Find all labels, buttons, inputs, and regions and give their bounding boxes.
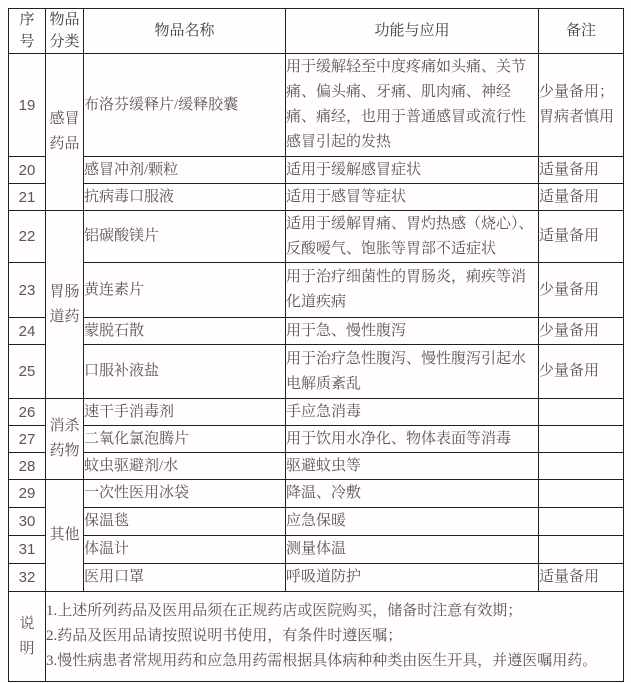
notes-label: 说明 [19, 615, 35, 657]
item-name-cell: 黄连素片 [84, 263, 286, 318]
function-cell: 用于治疗细菌性的胃肠炎，痢疾等消化道疾病 [286, 263, 539, 318]
item-name-cell: 保温毯 [84, 508, 286, 536]
remark-cell: 适量备用 [539, 564, 624, 592]
header-name: 物品名称 [84, 9, 286, 54]
function-cell: 降温、冷敷 [286, 480, 539, 508]
category-label: 感冒药品 [49, 111, 80, 152]
note-item: 2.药品及医用品请按照说明书使用，有条件时遵医嘱； [46, 628, 403, 644]
item-name-cell: 一次性医用冰袋 [84, 480, 286, 508]
table-row [9, 345, 624, 399]
item-name-cell: 蚊虫驱避剂/水 [84, 453, 286, 480]
row-number-cell: 20 [9, 157, 46, 184]
category-label: 其他 [49, 527, 80, 543]
notes-row [9, 592, 624, 682]
row-number-cell: 26 [9, 399, 46, 426]
remark-cell: 少量备用 [539, 345, 624, 399]
item-name-cell: 蒙脱石散 [84, 318, 286, 345]
remark-cell: 适量备用 [539, 184, 624, 211]
row-number-cell: 28 [9, 453, 46, 480]
note-item: 1.上述所列药品及医用品须在正规药店或医院购买，储备时注意有效期； [46, 603, 523, 619]
category-cell-other [46, 480, 84, 592]
header-no [9, 9, 46, 54]
row-number-cell: 25 [9, 345, 46, 399]
remark-cell: 少量备用；胃病者慎用 [539, 54, 624, 157]
row-number-cell: 24 [9, 318, 46, 345]
row-number-cell: 19 [9, 54, 46, 157]
item-name-cell: 口服补液盐 [84, 345, 286, 399]
remark-cell [539, 399, 624, 426]
function-cell: 用于饮用水净化、物体表面等消毒 [286, 426, 539, 453]
remark-cell [539, 508, 624, 536]
header-no-label: 序号 [19, 12, 35, 50]
table-row [9, 157, 624, 184]
item-name-cell: 速干手消毒剂 [84, 399, 286, 426]
function-cell: 用于缓解轻至中度疼痛如头痛、关节痛、偏头痛、牙痛、肌肉痛、神经痛、痛经，也用于普通感冒或流行性感冒引起的发热 [286, 54, 539, 157]
remark-cell: 少量备用 [539, 318, 624, 345]
function-cell: 应急保暖 [286, 508, 539, 536]
row-number-cell: 21 [9, 184, 46, 211]
table-row [9, 54, 624, 157]
function-cell: 适用于缓解感冒症状 [286, 157, 539, 184]
table-row [9, 426, 624, 453]
table-row [9, 263, 624, 318]
remark-cell [539, 426, 624, 453]
function-cell: 用于治疗急性腹泻、慢性腹泻引起水电解质紊乱 [286, 345, 539, 399]
row-number-cell: 31 [9, 536, 46, 564]
category-label: 胃肠道药 [49, 283, 80, 325]
table-row [9, 480, 624, 508]
table-row [9, 318, 624, 345]
item-name-cell: 感冒冲剂/颗粒 [84, 157, 286, 184]
category-cell-cold [46, 54, 84, 211]
item-name-cell: 二氧化氯泡腾片 [84, 426, 286, 453]
supply-list-table-container [8, 8, 624, 682]
supply-list-table [8, 8, 624, 682]
table-row [9, 536, 624, 564]
category-label: 消杀药物 [49, 418, 80, 459]
table-row [9, 211, 624, 263]
header-remark: 备注 [539, 9, 624, 54]
remark-cell [539, 536, 624, 564]
notes-body-cell [46, 592, 624, 682]
remark-cell [539, 453, 624, 480]
item-name-cell: 体温计 [84, 536, 286, 564]
table-row [9, 184, 624, 211]
table-row [9, 399, 624, 426]
item-name-cell: 布洛芬缓释片/缓释胶囊 [84, 54, 286, 157]
function-cell: 用于急、慢性腹泻 [286, 318, 539, 345]
function-cell: 手应急消毒 [286, 399, 539, 426]
function-cell: 呼吸道防护 [286, 564, 539, 592]
row-number-cell: 32 [9, 564, 46, 592]
header-category-label: 物品分类 [49, 12, 80, 50]
table-row [9, 508, 624, 536]
row-number-cell: 29 [9, 480, 46, 508]
remark-cell [539, 480, 624, 508]
table-row [9, 564, 624, 592]
row-number-cell: 23 [9, 263, 46, 318]
remark-cell: 适量备用 [539, 211, 624, 263]
category-cell-disinfect [46, 399, 84, 480]
function-cell: 适用于感冒等症状 [286, 184, 539, 211]
row-number-cell: 30 [9, 508, 46, 536]
header-category [46, 9, 84, 54]
item-name-cell: 医用口罩 [84, 564, 286, 592]
category-cell-gastro [46, 211, 84, 399]
header-function: 功能与应用 [286, 9, 539, 54]
row-number-cell: 27 [9, 426, 46, 453]
table-row [9, 453, 624, 480]
item-name-cell: 抗病毒口服液 [84, 184, 286, 211]
function-cell: 驱避蚊虫等 [286, 453, 539, 480]
remark-cell: 少量备用 [539, 263, 624, 318]
function-cell: 适用于缓解胃痛、胃灼热感（烧心）、反酸嗳气、饱胀等胃部不适症状 [286, 211, 539, 263]
row-number-cell: 22 [9, 211, 46, 263]
table-header-row [9, 9, 624, 54]
function-cell: 测量体温 [286, 536, 539, 564]
item-name-cell: 铝碳酸镁片 [84, 211, 286, 263]
notes-label-cell [9, 592, 46, 682]
remark-cell: 适量备用 [539, 157, 624, 184]
note-item: 3.慢性病患者常规用药和应急用药需根据具体病种种类由医生开具，并遵医嘱用药。 [46, 653, 598, 669]
